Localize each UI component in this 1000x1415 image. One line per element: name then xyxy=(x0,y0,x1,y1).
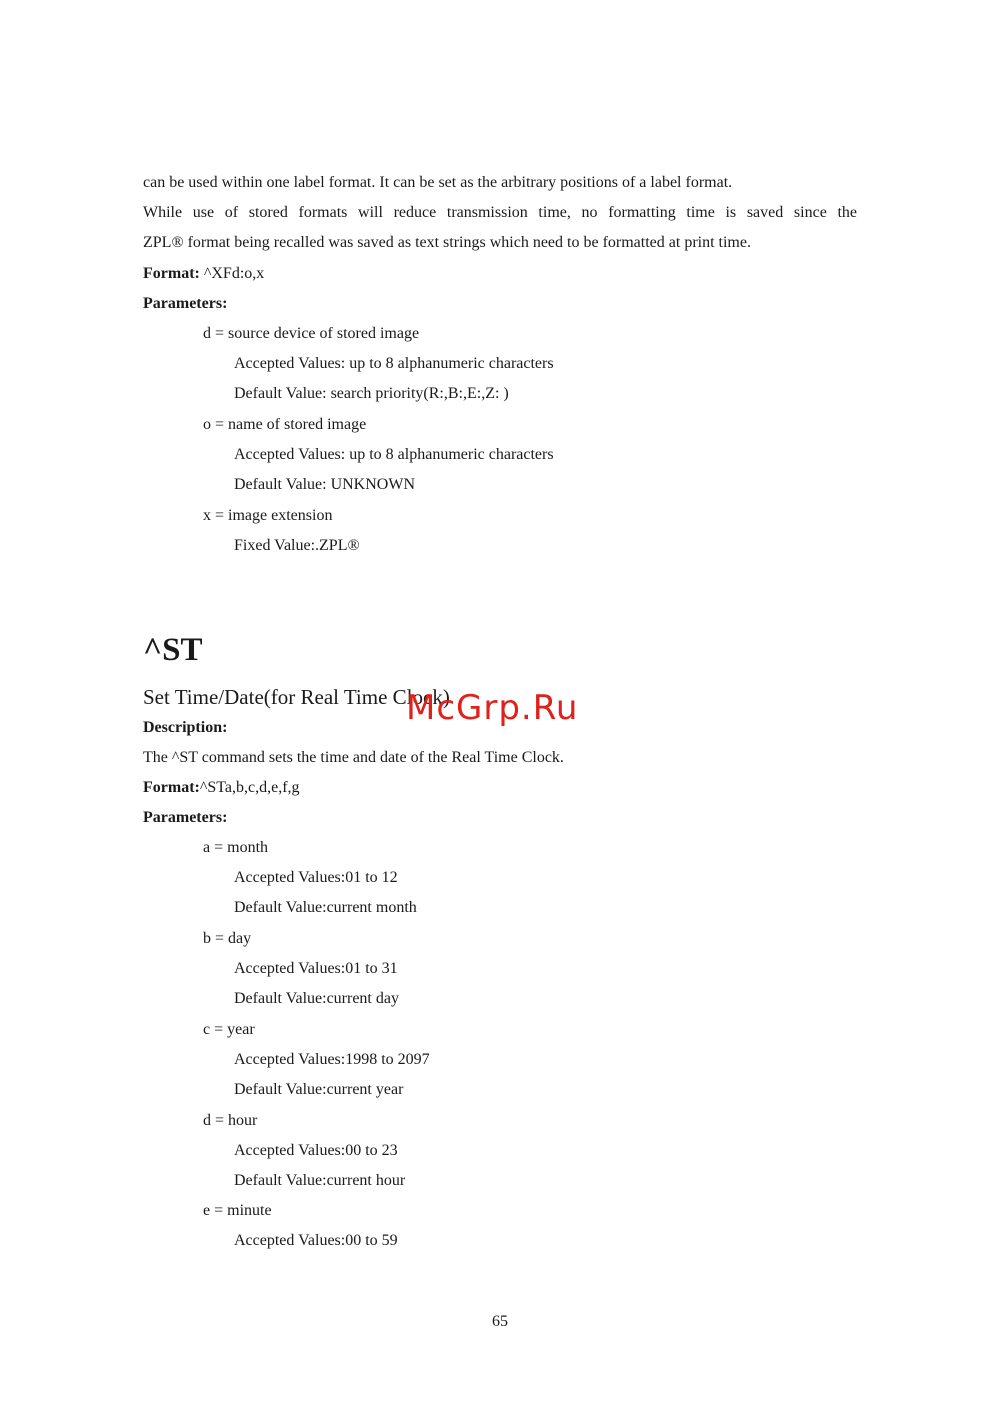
xf-param-d-accepted: Accepted Values: up to 8 alphanumeric characters xyxy=(234,355,554,372)
st-param-e: e = minute xyxy=(203,1202,272,1219)
st-param-a: a = month xyxy=(203,839,269,856)
st-parameters-label: Parameters: xyxy=(143,809,228,826)
st-description-label: Description: xyxy=(143,719,228,736)
xf-param-o-default: Default Value: UNKNOWN xyxy=(234,476,415,493)
watermark: McGrp.Ru xyxy=(406,688,579,728)
st-param-d-accepted: Accepted Values:00 to 23 xyxy=(234,1142,398,1159)
st-param-d-default: Default Value:current hour xyxy=(234,1172,406,1189)
st-format-value: ^STa,b,c,d,e,f,g xyxy=(199,779,300,796)
st-param-d: d = hour xyxy=(203,1112,258,1129)
xf-format-value: ^XFd:o,x xyxy=(199,265,265,282)
st-subtitle: Set Time/Date(for Real Time Clock) xyxy=(143,685,450,709)
st-param-c: c = year xyxy=(203,1021,255,1038)
st-command-title: ^ST xyxy=(143,632,203,668)
xf-format-line xyxy=(143,264,264,284)
page-number: 65 xyxy=(492,1313,508,1330)
st-param-b: b = day xyxy=(203,930,252,947)
st-description: The ^ST command sets the time and date of the Real Time Clock. xyxy=(143,749,564,766)
xf-parameters-label: Parameters: xyxy=(143,295,228,312)
st-param-a-accepted: Accepted Values:01 to 12 xyxy=(234,869,398,886)
xf-param-x: x = image extension xyxy=(203,507,333,524)
st-param-c-default: Default Value:current year xyxy=(234,1081,404,1098)
st-param-c-accepted: Accepted Values:1998 to 2097 xyxy=(234,1051,430,1068)
st-param-b-accepted: Accepted Values:01 to 31 xyxy=(234,960,398,977)
st-param-a-default: Default Value:current month xyxy=(234,899,417,916)
xf-param-d-default: Default Value: search priority(R:,B:,E:,Z: ) xyxy=(234,385,509,402)
st-param-b-default: Default Value:current day xyxy=(234,990,399,1007)
xf-param-o-accepted: Accepted Values: up to 8 alphanumeric characters xyxy=(234,446,554,463)
st-param-e-accepted: Accepted Values:00 to 59 xyxy=(234,1232,398,1249)
xf-param-d: d = source device of stored image xyxy=(203,325,420,342)
intro-line-3: ZPL® format being recalled was saved as text strings which need to be formatted at print time. xyxy=(143,234,751,251)
xf-param-o: o = name of stored image xyxy=(203,416,367,433)
xf-param-x-fixed: Fixed Value:.ZPL® xyxy=(234,537,360,554)
intro-line-2: While use of stored formats will reduce transmission time, no formatting time is saved since the xyxy=(143,204,857,221)
st-format-label: Format: xyxy=(143,779,200,796)
st-format-line xyxy=(143,778,300,798)
xf-format-label: Format: xyxy=(143,265,200,282)
intro-line-1: can be used within one label format. It can be set as the arbitrary positions of a label format. xyxy=(143,174,733,191)
